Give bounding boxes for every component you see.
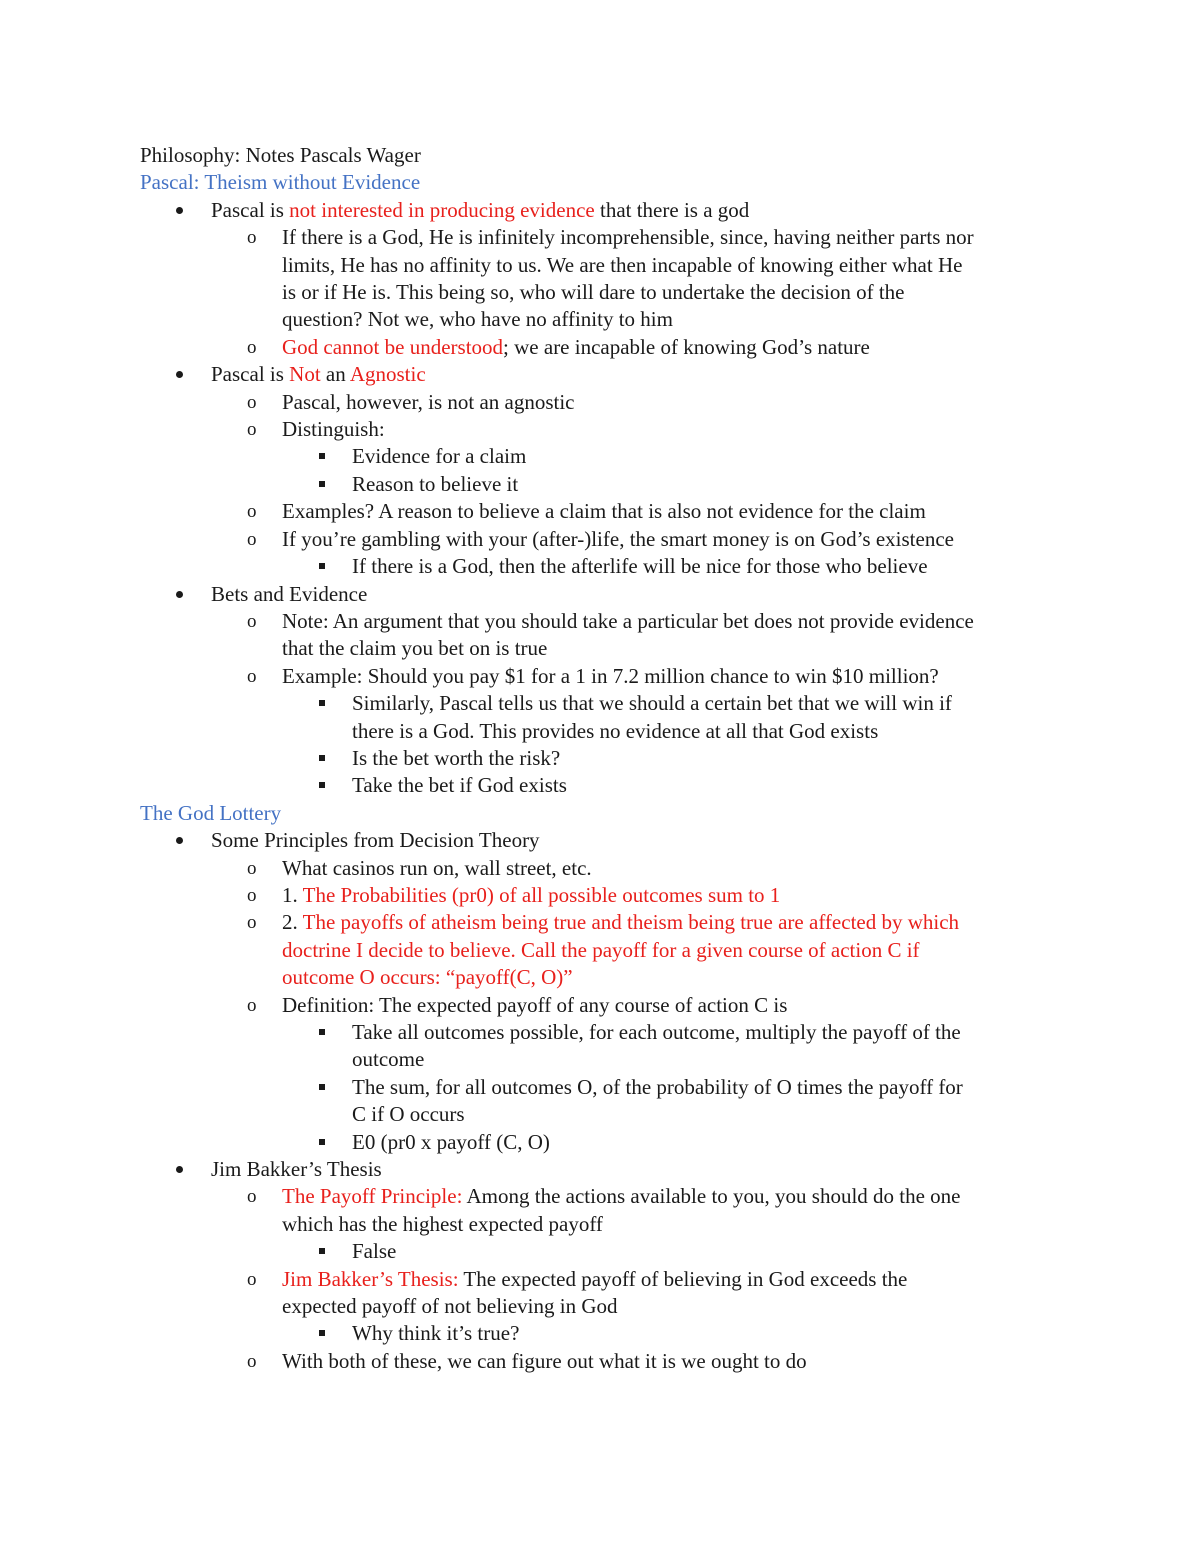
bullet-square-icon [319, 1248, 325, 1254]
sub-list-item: o Pascal, however, is not an agnostic [140, 389, 1080, 416]
bullet-square-icon [319, 782, 325, 788]
sub-list-item: o What casinos run on, wall street, etc. [140, 855, 1080, 882]
bullet-circle-icon: o [247, 391, 257, 413]
sub-sub-list-item: E0 (pr0 x payoff (C, O) [140, 1129, 1080, 1156]
sub-list-item: o The Payoff Principle: Among the actions available to you, you should do the one which has the highest expected payoff [247, 1184, 961, 1236]
sub-list-item: o God cannot be understood; we are incapable of knowing God’s nature [140, 334, 1080, 361]
bullet-circle-icon: o [247, 1350, 257, 1372]
bullet-square-icon [319, 755, 325, 761]
bullet-circle-icon: o [247, 336, 257, 358]
bullet-square-icon [319, 481, 325, 487]
sub-sub-list-item: Take all outcomes possible, for each outcome, multiply the payoff of the outcome [140, 1019, 1080, 1074]
list-item: Pascal is Not an Agnostic [140, 361, 1080, 388]
sub-list-item: o Examples? A reason to believe a claim that is also not evidence for the claim [140, 498, 1080, 525]
sub-sub-list-item: If there is a God, then the afterlife will be nice for those who believe [140, 553, 1080, 580]
bullet-circle-icon: o [247, 665, 257, 687]
sub-list-item: o Note: An argument that you should take a particular bet does not provide evidence that the claim you bet on is true [247, 608, 974, 661]
sub-list-item: o With both of these, we can figure out what it is we ought to do [140, 1348, 1080, 1375]
sub-sub-list-item: Why think it’s true? [140, 1320, 1080, 1347]
bullet-square-icon [319, 453, 325, 459]
list-item: Jim Bakker’s Thesis [140, 1156, 1080, 1183]
sub-list-item: o 1. The Probabilities (pr0) of all possible outcomes sum to 1 [140, 882, 1080, 909]
list-item: Some Principles from Decision Theory [140, 827, 1080, 854]
section-heading: The God Lottery [140, 800, 282, 825]
sub-sub-list-item: Take the bet if God exists [140, 772, 1080, 799]
bullet-dot-icon [176, 591, 183, 598]
sub-sub-list-item: Evidence for a claim [140, 443, 1080, 470]
bullet-square-icon [319, 563, 325, 569]
sub-list-item: o Distinguish: [140, 416, 1080, 443]
sub-list-item: o Jim Bakker’s Thesis: The expected payoff of believing in God exceeds the expected payoff of not believing in God [247, 1266, 908, 1319]
sub-sub-list-item: Similarly, Pascal tells us that we should a certain bet that we will win if there is a God. This provides no evidence at all that God exists [140, 690, 1080, 745]
sub-list-item: o If you’re gambling with your (after-)life, the smart money is on God’s existence [140, 526, 1080, 553]
bullet-dot-icon [176, 837, 183, 844]
bullet-square-icon [319, 1330, 325, 1336]
bullet-circle-icon: o [247, 1268, 257, 1290]
document-body [140, 142, 1080, 1375]
bullet-circle-icon: o [247, 884, 257, 906]
sub-list-item: o Example: Should you pay $1 for a 1 in 7.2 million chance to win $10 million? [140, 663, 1080, 690]
sub-list-item: o 2. The payoffs of atheism being true and theism being true are affected by which doctrine I decide to believe. Call the payoff for a given course of action C if outcome O occurs: “payoff(C, O)” [247, 910, 960, 990]
bullet-square-icon [319, 1029, 325, 1035]
bullet-square-icon [319, 1139, 325, 1145]
bullet-square-icon [319, 700, 325, 706]
sub-list-item: o Definition: The expected payoff of any course of action C is [140, 992, 1080, 1019]
bullet-circle-icon: o [247, 610, 257, 632]
sub-list-item: o If there is a God, He is infinitely incomprehensible, since, having neither parts nor limits, He has no affinity to us. We are then incapable of knowing either what He is or if He is. This being so, who will dare to undertake the decision of the question? Not we, who have no affinity to him [247, 225, 974, 332]
list-item: Pascal is not interested in producing evidence that there is a god [140, 197, 1080, 224]
bullet-dot-icon [176, 1166, 183, 1173]
bullet-circle-icon: o [247, 857, 257, 879]
bullet-circle-icon: o [247, 912, 257, 934]
bullet-circle-icon: o [247, 227, 257, 249]
list-item: Bets and Evidence [140, 581, 1080, 608]
bullet-dot-icon [176, 207, 183, 214]
bullet-circle-icon: o [247, 528, 257, 550]
section-heading: Pascal: Theism without Evidence [140, 170, 421, 195]
sub-sub-list-item: Reason to believe it [140, 471, 1080, 498]
bullet-circle-icon: o [247, 419, 257, 441]
bullet-dot-icon [176, 371, 183, 378]
sub-sub-list-item: The sum, for all outcomes O, of the probability of O times the payoff for C if O occurs [140, 1074, 1080, 1129]
document-title: Philosophy: Notes Pascals Wager [140, 143, 421, 167]
bullet-square-icon [319, 1084, 325, 1090]
bullet-circle-icon: o [247, 1186, 257, 1208]
bullet-circle-icon: o [247, 501, 257, 523]
bullet-circle-icon: o [247, 994, 257, 1016]
sub-sub-list-item: False [140, 1238, 1080, 1265]
sub-sub-list-item: Is the bet worth the risk? [140, 745, 1080, 772]
